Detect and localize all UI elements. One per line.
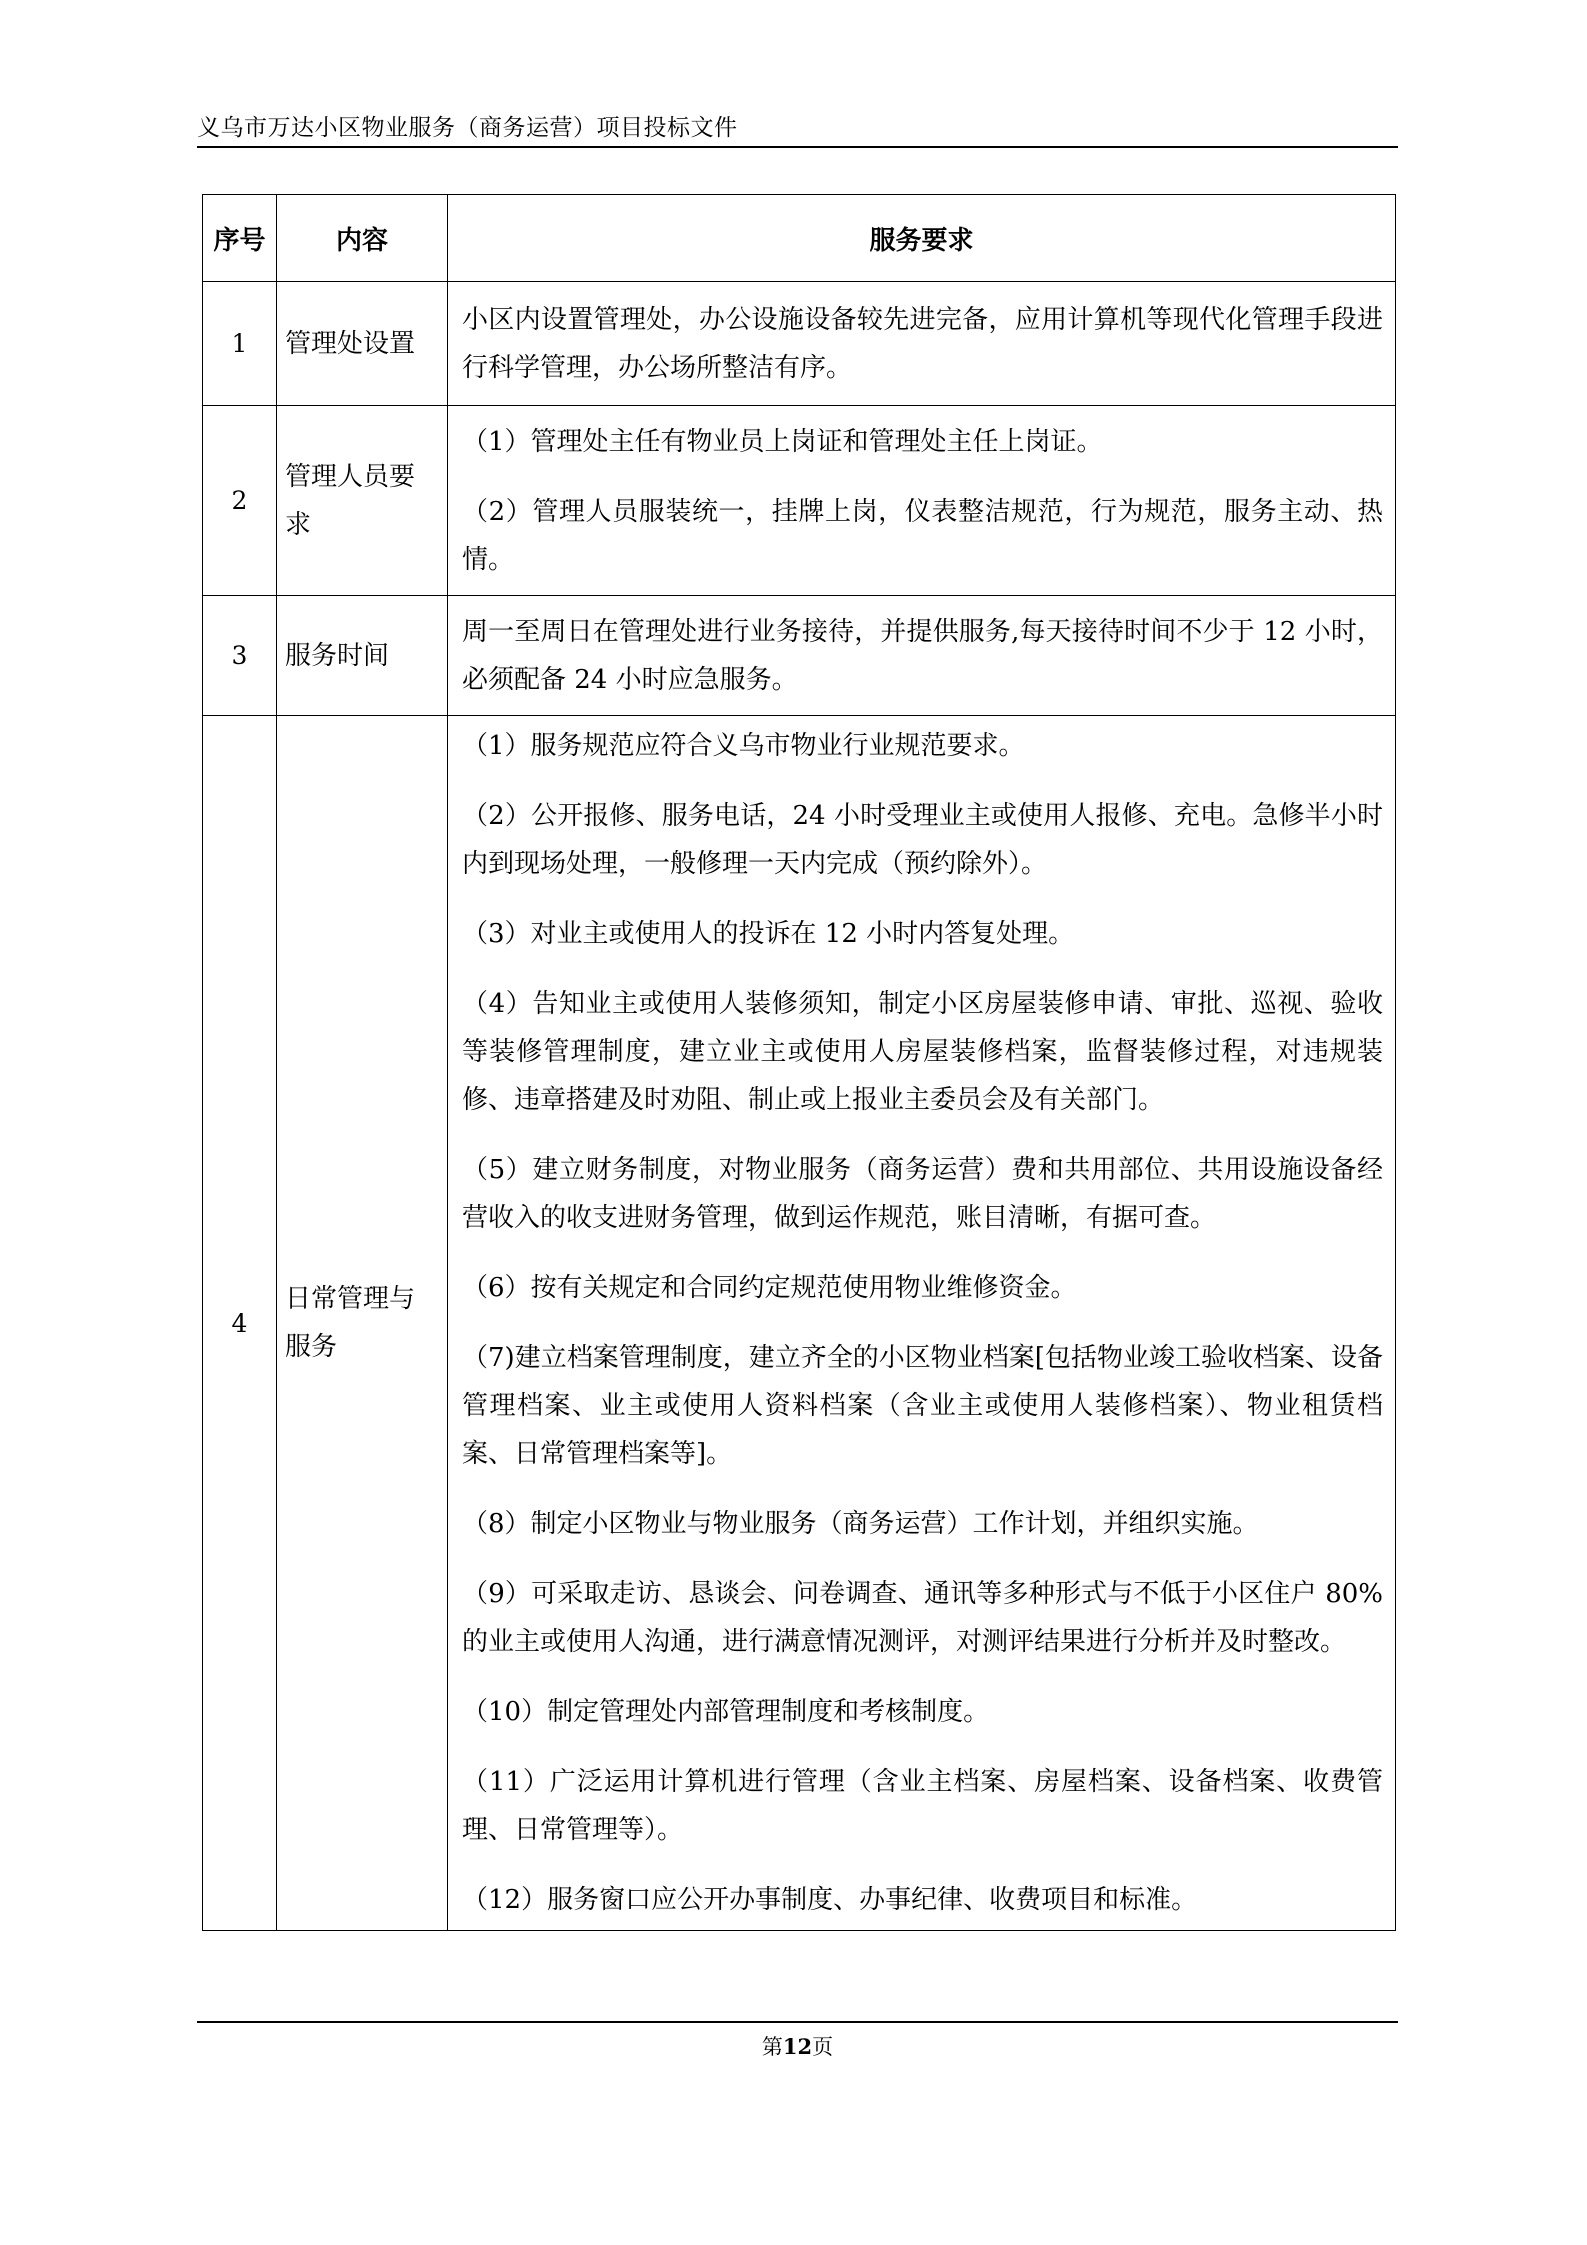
page-number-value: 12 bbox=[782, 2034, 813, 2059]
requirement-item: （12）服务窗口应公开办事制度、办事纪律、收费项目和标准。 bbox=[462, 1885, 1198, 1915]
table-row bbox=[203, 282, 1396, 406]
row-requirements bbox=[448, 596, 1396, 716]
table-row bbox=[203, 716, 1396, 1931]
row-seq: 3 bbox=[203, 596, 277, 716]
requirement-item: （1）服务规范应符合义乌市物业行业规范要求。 bbox=[462, 731, 1025, 761]
requirement-item: （11）广泛运用计算机进行管理（含业主档案、房屋档案、设备档案、收费管理、日常管理等）。 bbox=[462, 1767, 1383, 1845]
requirement-item: （1）管理处主任有物业员上岗证和管理处主任上岗证。 bbox=[462, 426, 1103, 457]
row-content: 服务时间 bbox=[277, 596, 448, 716]
table-header-row bbox=[203, 195, 1396, 282]
page-footer bbox=[197, 2021, 1398, 2059]
column-header-seq: 序号 bbox=[203, 195, 277, 282]
row-requirements bbox=[448, 406, 1396, 596]
row-seq: 4 bbox=[203, 716, 277, 1931]
table-row bbox=[203, 406, 1396, 596]
page-suffix: 页 bbox=[812, 2035, 834, 2059]
row-seq: 1 bbox=[203, 282, 277, 406]
document-title: 义乌市万达小区物业服务（商务运营）项目投标文件 bbox=[197, 115, 738, 141]
row-content: 管理处设置 bbox=[277, 282, 448, 406]
requirement-item: 周一至周日在管理处进行业务接待，并提供服务,每天接待时间不少于 12 小时，必须配备 24 小时应急服务。 bbox=[462, 616, 1383, 695]
row-requirements bbox=[448, 282, 1396, 406]
row-content: 日常管理与服务 bbox=[277, 716, 448, 1931]
row-requirements bbox=[448, 716, 1396, 1931]
requirement-item: （10）制定管理处内部管理制度和考核制度。 bbox=[462, 1697, 990, 1727]
requirement-item: （2）公开报修、服务电话，24 小时受理业主或使用人报修、充电。急修半小时内到现场处理，一般修理一天内完成（预约除外）。 bbox=[462, 801, 1383, 879]
page-prefix: 第 bbox=[761, 2035, 783, 2059]
requirement-item: 小区内设置管理处，办公设施设备较先进完备，应用计算机等现代化管理手段进行科学管理，办公场所整洁有序。 bbox=[462, 304, 1383, 383]
requirement-item: （8）制定小区物业与物业服务（商务运营）工作计划，并组织实施。 bbox=[462, 1509, 1259, 1539]
requirement-item: （3）对业主或使用人的投诉在 12 小时内答复处理。 bbox=[462, 919, 1075, 949]
page-header bbox=[197, 108, 1398, 148]
column-header-content: 内容 bbox=[277, 195, 448, 282]
requirement-item: （6）按有关规定和合同约定规范使用物业维修资金。 bbox=[462, 1273, 1077, 1303]
row-seq: 2 bbox=[203, 406, 277, 596]
page-number bbox=[197, 2031, 1398, 2061]
table-row bbox=[203, 596, 1396, 716]
column-header-requirements: 服务要求 bbox=[448, 195, 1396, 282]
requirement-item: （2）管理人员服装统一，挂牌上岗，仪表整洁规范，行为规范，服务主动、热情。 bbox=[462, 496, 1383, 575]
requirement-item: （9）可采取走访、恳谈会、问卷调查、通讯等多种形式与不低于小区住户 80%的业主或使用人沟通，进行满意情况测评，对测评结果进行分析并及时整改。 bbox=[462, 1579, 1383, 1657]
requirement-item: （7)建立档案管理制度，建立齐全的小区物业档案[包括物业竣工验收档案、设备管理档案、业主或使用人资料档案（含业主或使用人装修档案）、物业租赁档案、日常管理档案等]。 bbox=[462, 1343, 1383, 1469]
service-requirements-table bbox=[202, 194, 1396, 1931]
row-content: 管理人员要求 bbox=[277, 406, 448, 596]
requirement-item: （5）建立财务制度，对物业服务（商务运营）费和共用部位、共用设施设备经营收入的收支进财务管理，做到运作规范，账目清晰，有据可查。 bbox=[462, 1155, 1383, 1233]
requirement-item: （4）告知业主或使用人装修须知，制定小区房屋装修申请、审批、巡视、验收等装修管理制度，建立业主或使用人房屋装修档案，监督装修过程，对违规装修、违章搭建及时劝阻、制止或上报业主委员会及有关部门。 bbox=[462, 989, 1383, 1115]
